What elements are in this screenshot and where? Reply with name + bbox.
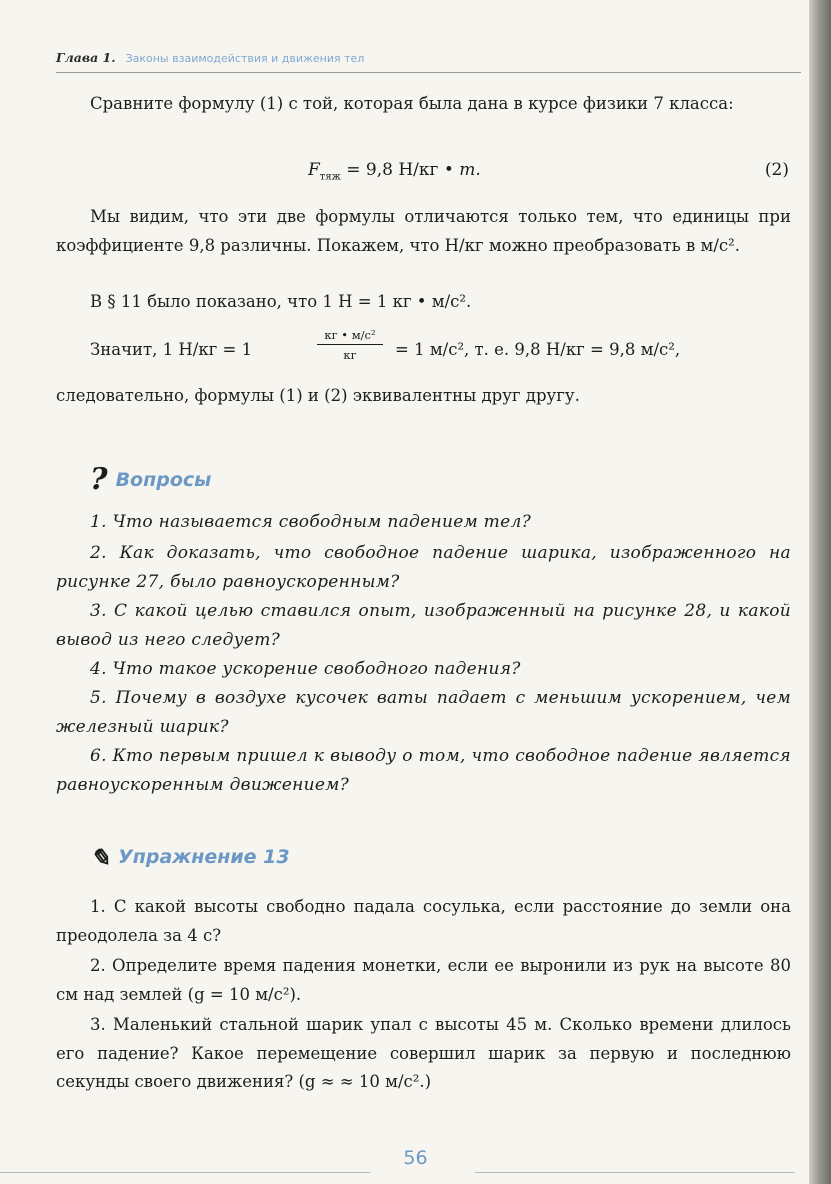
question-6: 6. Кто первым пришел к выводу о том, что свободное падение является равноускоренным движением? [56,746,791,795]
intro-paragraph-5: следовательно, формулы (1) и (2) эквивалентны друг другу. [56,386,580,405]
running-header [56,50,796,65]
exercise-heading [90,843,290,872]
chapter-topic: Законы взаимодействия и движения тел [125,52,365,65]
derivation-line [90,328,795,372]
header-divider [56,72,801,73]
book-spine-shadow [809,0,831,1184]
exercise-3: 3. Маленький стальной шарик упал с высоты 45 м. Сколько времени длилось его падение? Какое перемещение совершил шарик за первую и последнюю секунды своего движения? (g ≈ ≈ 10 м/с².) [56,1015,791,1091]
questions-heading [90,462,211,497]
question-5: 5. Почему в воздухе кусочек ваты падает с меньшим ускорением, чем железный шарик? [56,688,791,737]
exercise-title: Упражнение 13 [118,846,290,868]
question-1: 1. Что называется свободным падением тел? [90,512,531,532]
footer-rule-left [0,1172,370,1173]
exercise-1: 1. С какой высоты свободно падала сосулька, если расстояние до земли она преодолела за 4 с? [56,897,791,945]
fraction-numerator: кг • м/с² [324,328,376,342]
question-2: 2. Как доказать, что свободное падение шарика, изображенного на рисунке 27, было равноускоренным? [56,543,791,592]
intro-paragraph-2: Мы видим, что эти две формулы отличаются только тем, что единицы при коэффициенте 9,8 различны. Покажем, что Н/кг можно преобразовать в м/с². [56,207,791,255]
unit-fraction [315,328,385,362]
page-number: 56 [403,1147,428,1169]
questions-title: Вопросы [115,469,212,491]
intro-paragraph-3: В § 11 было показано, что 1 Н = 1 кг • м/с². [90,292,472,311]
pencil-icon: ✎ [90,843,111,872]
footer-rule-right [475,1172,795,1173]
derivation-end: = 1 м/с², т. е. 9,8 Н/кг = 9,8 м/с², [395,340,681,359]
derivation-start: Значит, 1 Н/кг = 1 [90,340,253,359]
question-mark-icon: ? [90,462,108,497]
exercise-2: 2. Определите время падения монетки, если ее выронили из рук на высоте 80 см над землей (g = 10 м/с²). [56,956,791,1004]
formula-2 [56,160,791,190]
question-3: 3. С какой целью ставился опыт, изображенный на рисунке 28, и какой вывод из него следует? [56,601,791,650]
fraction-denominator: кг [343,348,357,362]
question-4: 4. Что такое ускорение свободного падения? [90,659,521,679]
formula-2-expression: $F_{тяж} = 9,8$ Н/кг • m. [308,160,481,183]
chapter-label: Глава 1. [56,50,116,65]
formula-2-number: (2) [764,160,789,180]
intro-paragraph-1: Сравните формулу (1) с той, которая была дана в курсе физики 7 класса: [90,94,734,113]
